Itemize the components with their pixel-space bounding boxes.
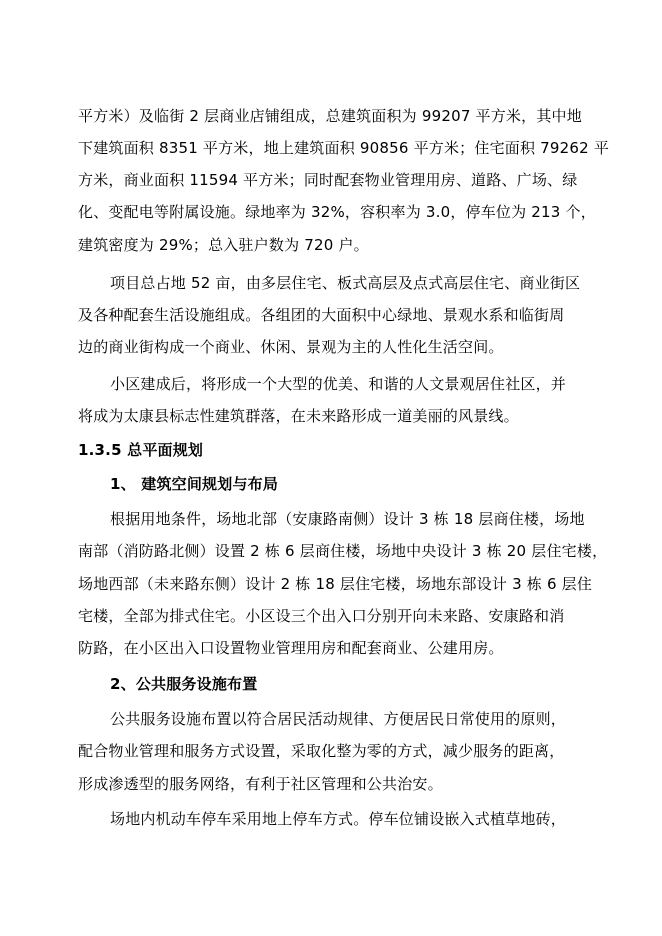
- paragraph-3-line-1: 小区建成后，将形成一个大型的优美、和谐的人文景观居住社区，并: [110, 375, 567, 393]
- paragraph-2-line-2: 及各种配套生活设施组成。各组团的大面积中心绿地、景观水系和临街周: [78, 306, 565, 324]
- paragraph-5-line-1: 公共服务设施布置以符合居民活动规律、方便居民日常使用的原则，: [110, 710, 567, 728]
- paragraph-1-line-1: 平方米）及临街 2 层商业店铺组成，总建筑面积为 99207 平方米，其中地: [78, 107, 582, 125]
- paragraph-1-line-5: 建筑密度为 29%；总入驻户数为 720 户。: [78, 236, 369, 254]
- subheading-2: 2、公共服务设施布置: [110, 675, 258, 693]
- paragraph-2-line-1: 项目总占地 52 亩，由多层住宅、板式高层及点式高层住宅、商业街区: [110, 274, 581, 292]
- paragraph-4-line-1: 根据用地条件，场地北部（安康路南侧）设计 3 栋 18 层商住楼，场地: [110, 510, 585, 528]
- paragraph-4-line-5: 防路，在小区出入口设置物业管理用房和配套商业、公建用房。: [78, 639, 504, 657]
- paragraph-4-line-3: 场地西部（未来路东侧）设计 2 栋 18 层住宅楼，场地东部设计 3 栋 6 层住: [78, 575, 593, 593]
- paragraph-1-line-3: 方米，商业面积 11594 平方米；同时配套物业管理用房、道路、广场、绿: [78, 171, 578, 189]
- paragraph-6-line-1: 场地内机动车停车采用地上停车方式。停车位铺设嵌入式植草地砖，: [110, 810, 567, 828]
- paragraph-1-line-2: 下建筑面积 8351 平方米，地上建筑面积 90856 平方米；住宅面积 79262 平: [78, 139, 610, 157]
- paragraph-5-line-3: 形成渗透型的服务网络，有利于社区管理和公共治安。: [78, 775, 443, 793]
- paragraph-4-line-2: 南部（消防路北侧）设置 2 栋 6 层商住楼，场地中央设计 3 栋 20 层住宅楼，: [78, 542, 608, 560]
- paragraph-1-line-4: 化、变配电等附属设施。绿地率为 32%，容积率为 3.0，停车位为 213 个，: [78, 203, 596, 221]
- section-heading: 1.3.5 总平面规划: [78, 441, 204, 459]
- paragraph-5-line-2: 配合物业管理和服务方式设置，采取化整为零的方式，减少服务的距离，: [78, 742, 565, 760]
- subheading-1: 1、 建筑空间规划与布局: [110, 475, 279, 493]
- paragraph-3-line-2: 将成为太康县标志性建筑群落，在未来路形成一道美丽的风景线。: [78, 407, 519, 425]
- paragraph-2-line-3: 边的商业街构成一个商业、休闲、景观为主的人性化生活空间。: [78, 338, 504, 356]
- paragraph-4-line-4: 宅楼，全部为排式住宅。小区设三个出入口分别开向未来路、安康路和消: [78, 607, 565, 625]
